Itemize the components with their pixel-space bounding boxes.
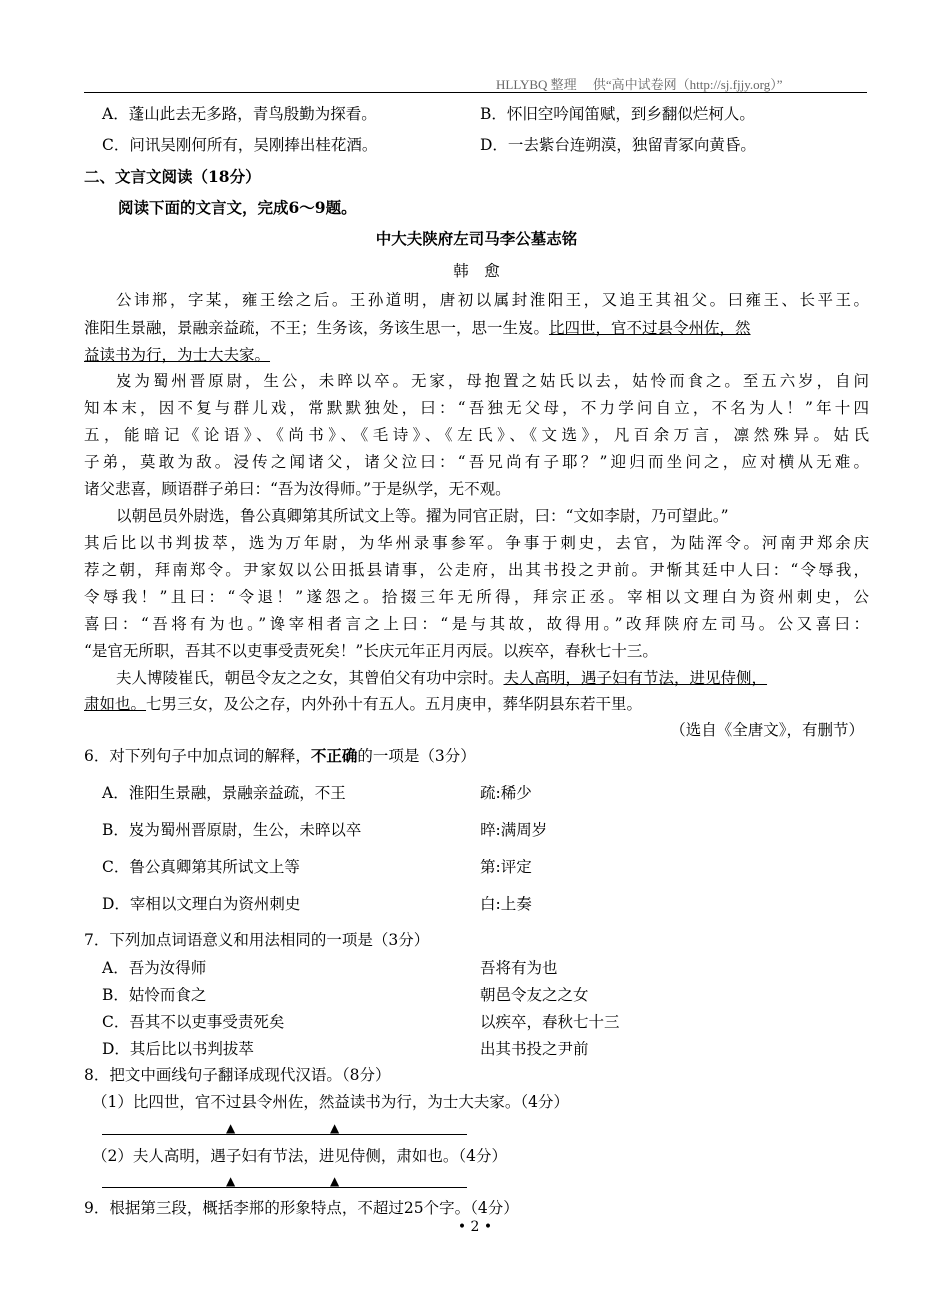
underlined-sentence-1: 比四世，官不过县令州佐，然	[549, 319, 751, 337]
passage-line	[84, 694, 642, 714]
q6-gloss-d: 白:上奏	[480, 895, 532, 913]
passage-line: 五，能暗记《论语》、《尚书》、《毛诗》、《左氏》、《文选》，凡百余万言，凛然殊异。姑氏	[84, 426, 869, 444]
q8-stem: 8．把文中画线句子翻译成现代汉语。（8分）	[84, 1066, 391, 1084]
passage-line: “是官无所职，吾其不以吏事受责死矣！”长庆元年正月丙辰。以疾卒，春秋七十三。	[84, 642, 658, 660]
passage-line: 知本末，因不复与群儿戏，常默默独处，曰：“吾独无父母，不力学问自立，不名为人！”年十四	[84, 399, 869, 417]
passage-line: 诸父悲喜，顾语群子弟曰：“吾为汝得师。”于是纵学，无不观。	[84, 480, 511, 498]
passage-line: 令辱我！”且曰：“令退！”遂怨之。拾掇三年无所得，拜宗正丞。宰相以文理白为资州刺史，公	[84, 588, 869, 606]
q6-option-c: C．鲁公真卿第其所试文上等	[102, 858, 300, 876]
q6-option-a: A．淮阳生景融，景融亲益疏，不王	[102, 784, 346, 802]
underlined-sentence-1-cont: 益读书为行，为士大夫家。	[84, 346, 271, 364]
header-rule	[84, 92, 867, 93]
answer-marker: ▲	[226, 1174, 236, 1188]
underlined-sentence-2: 夫人高明，遇子妇有节法，进见侍侧，	[503, 669, 768, 687]
answer-marker: ▲	[226, 1121, 236, 1135]
q8-sub1: （1）比四世，官不过县令州佐，然益读书为行，为士大夫家。（4分）	[92, 1093, 569, 1111]
q7-option-a-compare: 吾将有为也	[480, 959, 558, 977]
q5-option-b: B．怀旧空吟闻笛赋，到乡翻似烂柯人。	[480, 105, 755, 123]
page-number: • 2 •	[457, 1219, 493, 1235]
q7-option-c: C．吾其不以吏事受责死矣	[102, 1013, 285, 1031]
q7-option-b-compare: 朝邑令友之之女	[480, 986, 589, 1004]
q6-stem-text: 的一项是（3分）	[357, 747, 476, 765]
q6-gloss-b: 晬:满周岁	[480, 821, 548, 839]
passage-text: 七男三女，及公之存，内外孙十有五人。五月庚申，葬华阴县东若干里。	[146, 695, 643, 713]
section-instruction: 阅读下面的文言文，完成6～9题。	[118, 198, 357, 217]
q7-option-a: A．吾为汝得师	[102, 959, 207, 977]
underlined-sentence-2-cont: 肃如也。	[84, 695, 147, 713]
passage-line: 其后比以书判拔萃，选为万年尉，为华州录事参军。争事于刺史，去官，为陆浑令。河南尹郑余庆	[84, 534, 869, 552]
passage-title: 中大夫陕府左司马李公墓志铭	[375, 229, 578, 248]
passage-line: 荐之朝，拜南郑令。尹家奴以公田抵县请事，公走府，出其书投之尹前。尹惭其廷中人曰：“令辱我，	[84, 561, 869, 579]
q6-stem-emphasis: 不正确	[310, 746, 358, 765]
passage-author: 韩 愈	[453, 262, 500, 280]
section-title: 二、文言文阅读（18分）	[84, 167, 261, 186]
q7-option-b: B．姑怜而食之	[102, 986, 207, 1004]
q7-option-d: D．其后比以书判拔萃	[102, 1040, 254, 1058]
q6-stem	[84, 746, 476, 766]
passage-line	[84, 318, 751, 338]
passage-text: 夫人博陵崔氏，朝邑令友之之女，其曾伯父有功中宗时。	[116, 669, 504, 687]
q6-option-d: D．宰相以文理白为资州刺史	[102, 895, 301, 913]
passage-line: 公讳郱，字某，雍王绘之后。王孙道明，唐初以属封淮阳王，又追王其祖父。曰雍王、长平王。	[116, 291, 869, 309]
q8-answer-line-1[interactable]	[102, 1134, 467, 1135]
passage-line: 子弟，莫敢为敌。浸传之闻诸父，诸父泣曰：“吾兄尚有子耶？”迎归而坐问之，应对横从无难。	[84, 453, 869, 471]
q6-stem-text: 6．对下列句子中加点词的解释，	[84, 747, 311, 765]
q7-option-d-compare: 出其书投之尹前	[480, 1040, 589, 1058]
page-header: HLLYBQ 整理 供“高中试卷网（http://sj.fjjy.org）”	[496, 77, 783, 92]
passage-line: 岌为蜀州晋原尉，生公，未晬以卒。无家，母抱置之姑氏以去，姑怜而食之。至五六岁，自问	[116, 372, 869, 390]
q6-option-b: B．岌为蜀州晋原尉，生公，未晬以卒	[102, 821, 362, 839]
q8-answer-line-2[interactable]	[102, 1187, 467, 1188]
passage-source: （选自《全唐文》，有删节）	[670, 721, 864, 739]
passage-line: 喜曰：“吾将有为也。”谗宰相者言之上曰：“是与其故，故得用。”改拜陕府左司马。公又喜曰：	[84, 615, 869, 633]
q6-gloss-a: 疏:稀少	[480, 784, 532, 802]
passage-line: 以朝邑员外尉选，鲁公真卿第其所试文上等。擢为同官正尉，曰：“文如李尉，乃可望此。”	[116, 507, 729, 525]
answer-marker: ▲	[330, 1121, 340, 1135]
passage-line	[116, 668, 767, 688]
q5-option-a: A．蓬山此去无多路，青鸟殷勤为探看。	[102, 105, 377, 123]
passage-text: 淮阳生景融，景融亲益疏，不王；生务该，务该生思一，思一生岌。	[84, 319, 550, 337]
answer-marker: ▲	[330, 1174, 340, 1188]
q5-option-d: D．一去紫台连朔漠，独留青冢向黄昏。	[480, 136, 756, 154]
q7-option-c-compare: 以疾卒，春秋七十三	[480, 1013, 620, 1031]
q7-stem: 7．下列加点词语意义和用法相同的一项是（3分）	[84, 931, 430, 949]
q6-gloss-c: 第:评定	[480, 858, 532, 876]
q5-option-c: C．问讯吴刚何所有，吴刚捧出桂花酒。	[102, 136, 378, 154]
q8-sub2: （2）夫人高明，遇子妇有节法，进见侍侧，肃如也。（4分）	[92, 1147, 507, 1165]
q9-stem: 9．根据第三段，概括李郱的形象特点，不超过25个字。（4分）	[84, 1199, 519, 1217]
